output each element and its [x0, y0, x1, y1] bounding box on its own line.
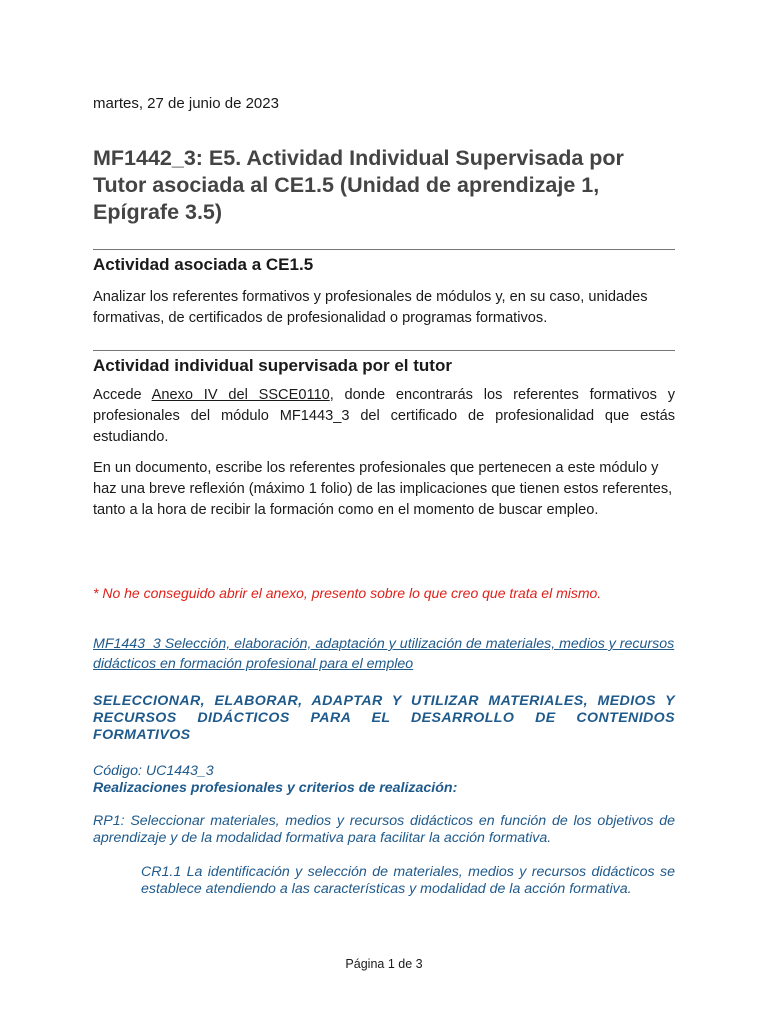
document-date: martes, 27 de junio de 2023 — [93, 95, 279, 112]
anexo-link[interactable]: Anexo IV del SSCE0110 — [151, 387, 330, 403]
instructions-text-start: Accede — [93, 387, 152, 403]
section-divider — [93, 249, 675, 250]
cr11-text: CR1.1 La identificación y selección de materiales, medios y recursos didácticos se establece atendiendo a las características y modalidad de la acción formativa. — [141, 864, 675, 897]
section-divider — [93, 350, 675, 351]
page-number: Página 1 de 3 — [345, 957, 423, 971]
note-text: * No he conseguido abrir el anexo, presento sobre lo que creo que trata el mismo. — [93, 585, 602, 601]
instructions-text-end: , donde encontrarás los referentes formativos y profesionales del módulo MF1443_3 del certificado de profesionalidad que estás estudiando. — [93, 387, 675, 445]
section-heading-actividad-individual: Actividad individual supervisada por el tutor — [93, 356, 452, 375]
unit-title: SELECCIONAR, ELABORAR, ADAPTAR Y UTILIZAR MATERIALES, MEDIOS Y RECURSOS DIDÁCTICOS PARA EL DESARROLLO DE CONTENIDOS FORMATIVOS — [93, 693, 675, 743]
document-instructions-paragraph: En un documento, escribe los referentes profesionales que pertenecen a este módulo y haz una breve reflexión (máximo 1 folio) de las implicaciones que tienen estos referentes, tanto a la hora de recibir la formación como en el momento de buscar empleo. — [93, 460, 673, 518]
section-heading-actividad-asociada: Actividad asociada a CE1.5 — [93, 255, 314, 274]
module-link[interactable]: MF1443_3 Selección, elaboración, adaptación y utilización de materiales, medios y recursos didácticos en formación profesional para el empleo — [93, 636, 675, 672]
rp1-text: RP1: Seleccionar materiales, medios y recursos didácticos en función de los objetivos de aprendizaje y de la modalidad formativa para facilitar la acción formativa. — [93, 813, 675, 846]
realizaciones-heading: Realizaciones profesionales y criterios de realización: — [93, 780, 458, 796]
section-text-actividad-asociada: Analizar los referentes formativos y profesionales de módulos y, en su caso, unidades formativas, de certificados de profesionalidad o programas formativos. — [93, 289, 648, 326]
unit-code: Código: UC1443_3 — [93, 763, 214, 779]
page-title: MF1442_3: E5. Actividad Individual Supervisada por Tutor asociada al CE1.5 (Unidad de aprendizaje 1, Epígrafe 3.5) — [93, 146, 624, 224]
instructions-paragraph — [93, 385, 675, 448]
